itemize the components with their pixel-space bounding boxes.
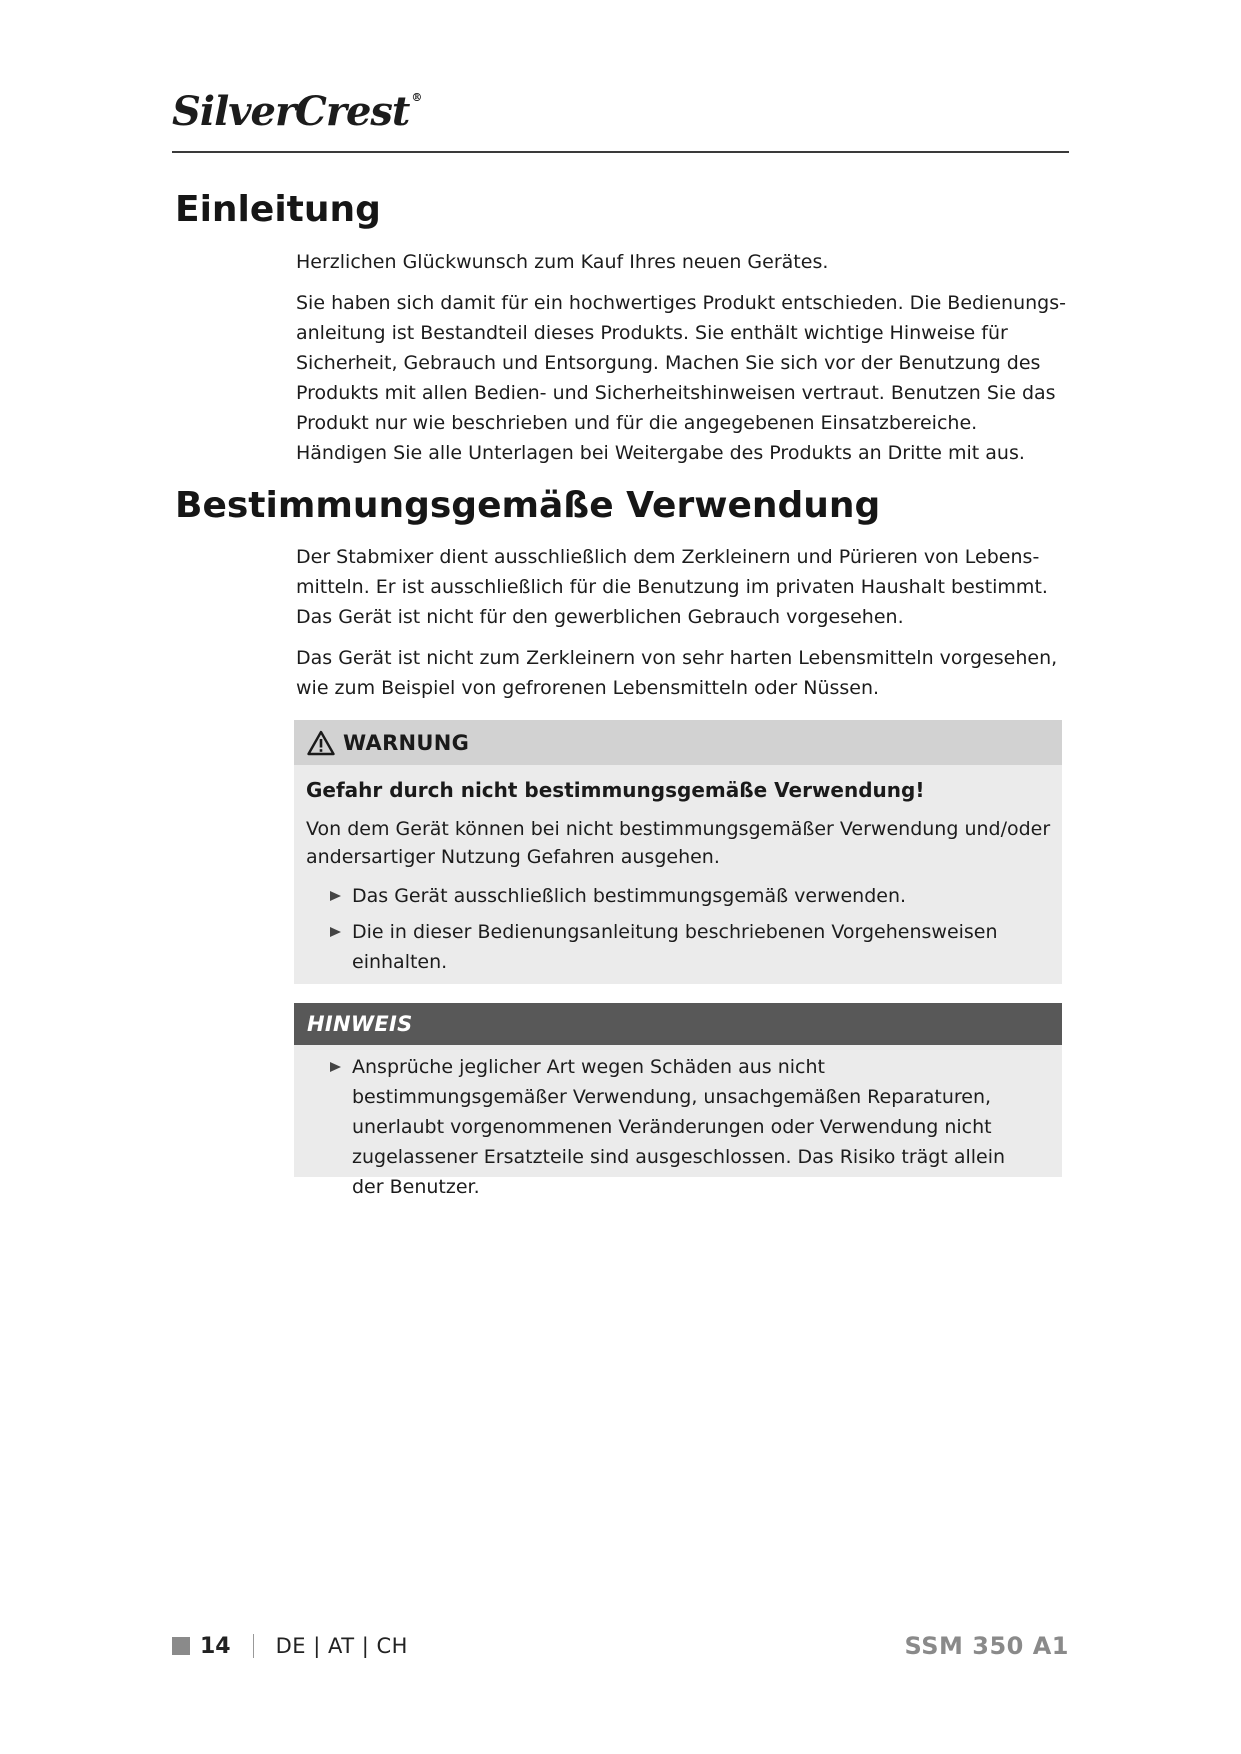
section-heading-intended-use: Bestimmungsgemäße Verwendung (175, 485, 881, 526)
warning-bullet (294, 917, 1062, 977)
bullet-arrow-icon (330, 1062, 341, 1072)
section-heading-intro: Einleitung (175, 189, 381, 230)
warning-label: WARNUNG (343, 730, 470, 755)
hint-bullet-text: Ansprüche jeglicher Art wegen Schäden aus nicht bestimmungsgemäßer Verwendung, unsachgemäßen Reparaturen, unerlaubt vorgenommenen Veränderungen oder Verwendung nicht zugelassener Ersatzteile sind ausgeschlossen. Das Risiko trägt allein der Benutzer. (352, 1056, 1006, 1198)
brand-logo (172, 88, 422, 135)
hint-bullet (294, 1052, 1062, 1202)
page-number: 14 (200, 1633, 231, 1659)
warning-bullet-text: Die in dieser Bedienungsanleitung beschriebenen Vorgehensweisen einhalten. (352, 921, 998, 973)
hint-box (294, 1003, 1062, 1198)
bullet-arrow-icon (330, 891, 341, 901)
warning-title: Gefahr durch nicht bestimmungsgemäße Verwendung! (306, 778, 925, 802)
intended-use-paragraph-1: Der Stabmixer dient ausschließlich dem Zerkleinern und Pürieren von Lebensmitteln. Er ist ausschließlich für die Benutzung im privaten Haushalt bestimmt. Das Gerät ist nicht für den gewerblichen Gebrauch vorgesehen. (296, 546, 1048, 628)
footer-languages: DE | AT | CH (275, 1634, 408, 1658)
warning-triangle-icon (307, 730, 335, 756)
warning-bullet (294, 881, 1062, 911)
footer-square-icon (172, 1637, 190, 1655)
brand-name: SilverCrest (172, 88, 410, 135)
warning-text: Von dem Gerät können bei nicht bestimmungsgemäßer Verwendung und/oder andersartiger Nutzung Gefahren ausgehen. (306, 818, 1051, 868)
page-footer (172, 1630, 1069, 1662)
warning-bullet-text: Das Gerät ausschließlich bestimmungsgemäß verwenden. (352, 885, 907, 907)
intro-greeting: Herzlichen Glückwunsch zum Kauf Ihres neuen Gerätes. (296, 251, 829, 273)
hint-label: HINWEIS (307, 1012, 413, 1036)
header-divider (172, 151, 1069, 153)
bullet-arrow-icon (330, 927, 341, 937)
model-number: SSM 350 A1 (904, 1632, 1069, 1660)
footer-divider (253, 1634, 254, 1658)
hint-header (294, 1003, 1062, 1045)
warning-header (294, 720, 1062, 765)
intro-body: Sie haben sich damit für ein hochwertiges Produkt entschieden. Die Bedienungsanleitung ist Bestandteil dieses Produkts. Sie enthält wichtige Hinweise für Sicherheit, Gebrauch und Entsorgung. Machen Sie sich vor der Benutzung des Produkts mit allen Bedien- und Sicherheitshinweisen vertraut. Benutzen Sie das Produkt nur wie beschrieben und für die angegebenen Einsatzbereiche. Händigen Sie alle Unterlagen bei Weitergabe des Produkts an Dritte mit aus. (296, 292, 1066, 464)
warning-box (294, 720, 1062, 984)
registered-mark: ® (411, 91, 422, 104)
intended-use-paragraph-2: Das Gerät ist nicht zum Zerkleinern von sehr harten Lebensmitteln vorgesehen, wie zum Beispiel von gefrorenen Lebensmitteln oder Nüssen. (296, 647, 1058, 699)
